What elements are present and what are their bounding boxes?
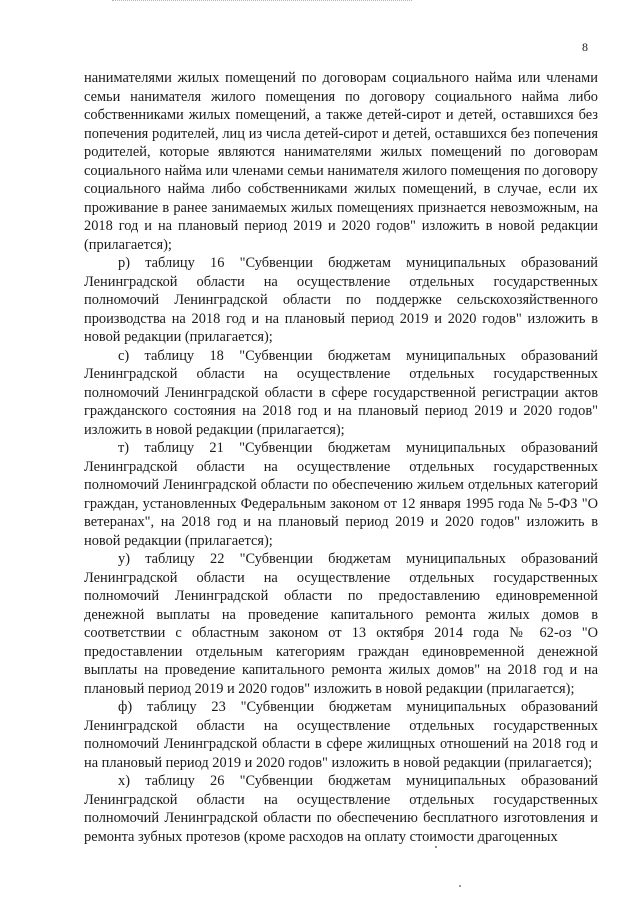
- paragraph-item-u: у) таблицу 22 "Субвенции бюджетам муниципальных образований Ленинградской области на осуществление отдельных государственных полномочий Ленинградской области по предоставлению единовременной денежной выплаты на проведение капитального ремонта жилых домов в соответствии с областным законом от 13 октября 2014 года № 62-оз "О предоставлении отдельным категориям граждан единовременной денежной выплаты на проведение капитального ремонта жилых домов" на 2018 год и на плановый период 2019 и 2020 годов" изложить в новой редакции (прилагается);: [84, 551, 598, 697]
- paragraph-item-f: ф) таблицу 23 "Субвенции бюджетам муниципальных образований Ленинградской области на осуществление отдельных государственных полномочий Ленинградской области в сфере жилищных отношений на 2018 год и на плановый период 2019 и 2020 годов" изложить в новой редакции (прилагается);: [84, 699, 598, 771]
- scan-speck: [435, 846, 437, 848]
- document-body: [84, 69, 598, 846]
- scan-edge-artifact: [112, 0, 412, 3]
- page-number: 8: [582, 40, 588, 54]
- paragraph-item-t: т) таблицу 21 "Субвенции бюджетам муниципальных образований Ленинградской области на осуществление отдельных государственных полномочий Ленинградской области по обеспечению жильем отдельных категорий граждан, установленных Федеральным законом от 12 января 1995 года № 5-ФЗ "О ветеранах", на 2018 год и на плановый период 2019 и 2020 годов" изложить в новой редакции (прилагается);: [84, 440, 598, 549]
- scan-speck: [459, 885, 461, 887]
- paragraph-continuation: нанимателями жилых помещений по договорам социального найма или членами семьи нанимателя жилого помещения по договору социального найма либо собственниками жилых помещений, а также детей-сирот и детей, оставшихся без попечения родителей, лиц из числа детей-сирот и детей, оставшихся без попечения родителей, которые являются нанимателями жилых помещений по договорам социального найма или членами семьи нанимателя жилого помещения по договору социального найма либо собственниками жилых помещений, в случае, если их проживание в ранее занимаемых жилых помещениях признается невозможным, на 2018 год и на плановый период 2019 и 2020 годов" изложить в новой редакции (прилагается);: [84, 70, 598, 253]
- paragraph-item-s: с) таблицу 18 "Субвенции бюджетам муниципальных образований Ленинградской области на осуществление отдельных государственных полномочий Ленинградской области в сфере государственной регистрации актов гражданского состояния на 2018 год и на плановый период 2019 и 2020 годов" изложить в новой редакции (прилагается);: [84, 347, 598, 438]
- paragraph-item-kh: х) таблицу 26 "Субвенции бюджетам муниципальных образований Ленинградской области на осуществление отдельных государственных полномочий Ленинградской области по обеспечению бесплатного изготовления и ремонта зубных протезов (кроме расходов на оплату стоимости драгоценных: [84, 773, 598, 845]
- paragraph-item-r: р) таблицу 16 "Субвенции бюджетам муниципальных образований Ленинградской области на осуществление отдельных государственных полномочий Ленинградской области по поддержке сельскохозяйственного производства на 2018 год и на плановый период 2019 и 2020 годов" изложить в новой редакции (прилагается);: [84, 255, 598, 345]
